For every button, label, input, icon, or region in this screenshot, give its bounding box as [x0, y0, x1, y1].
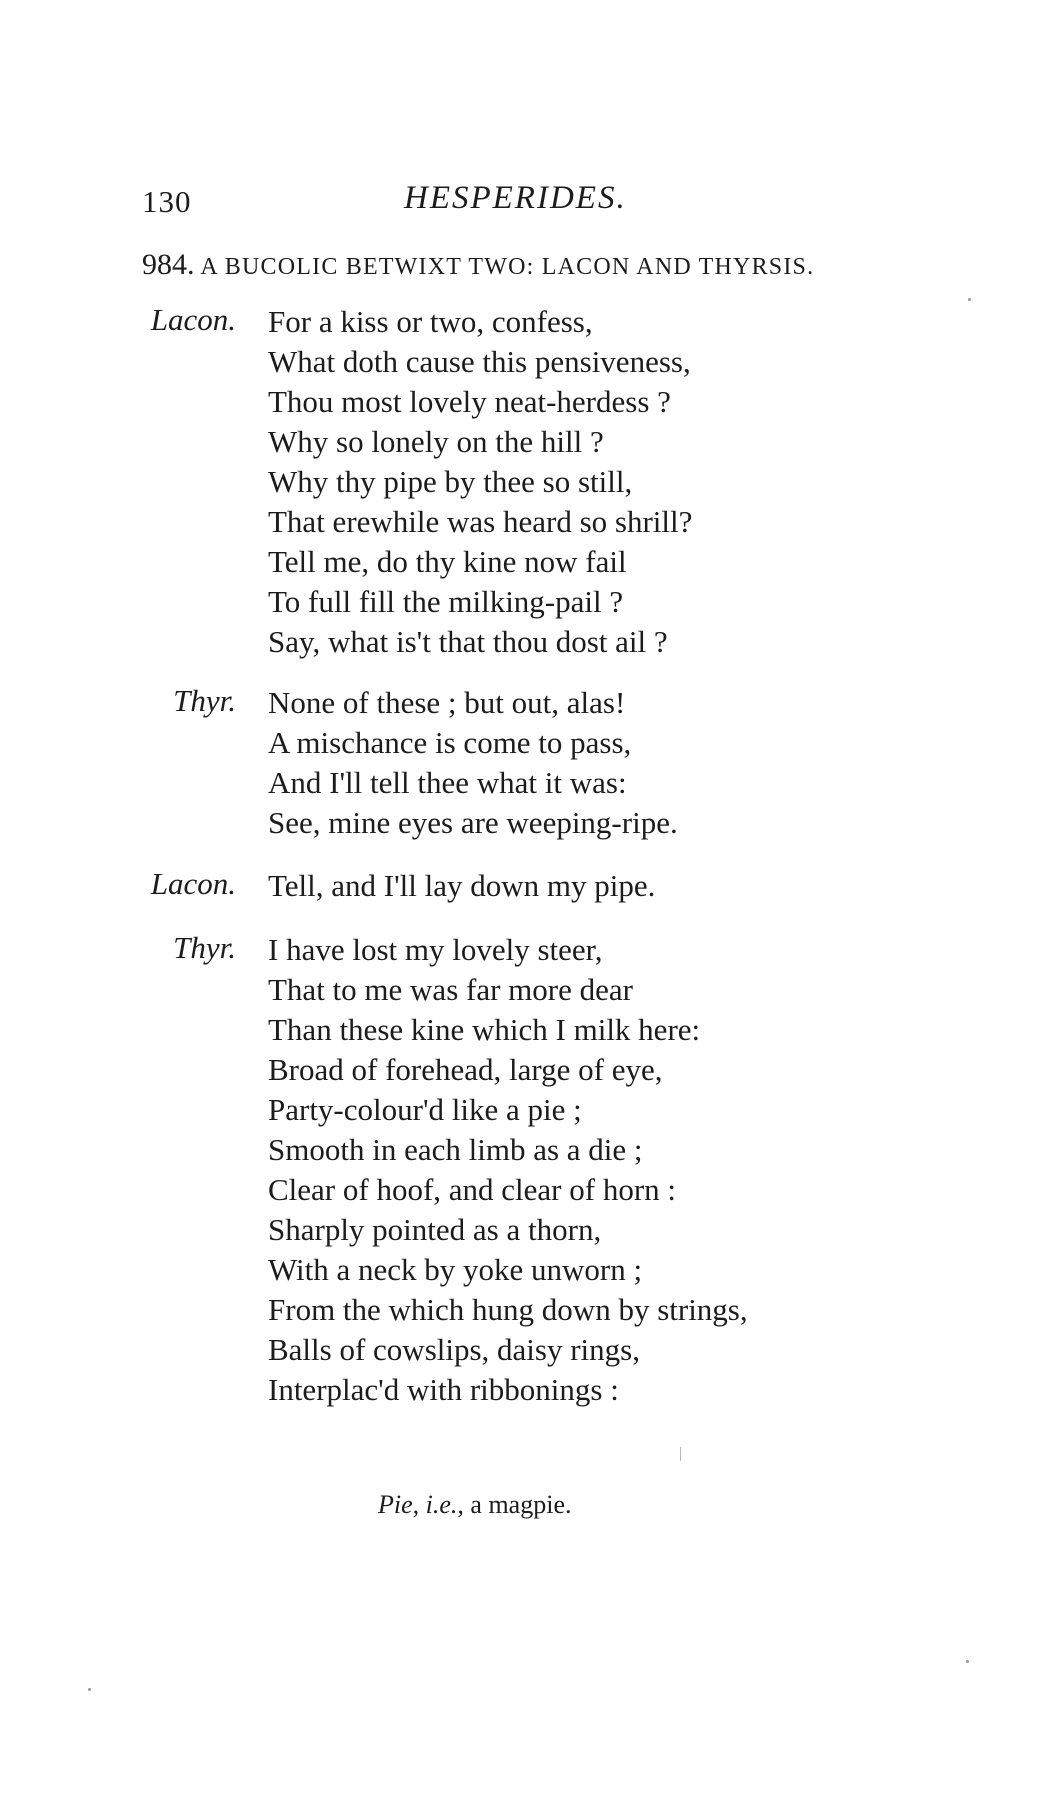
verse-line: Say, what is't that thou dost ail ? — [268, 624, 668, 659]
verse-line: I have lost my lovely steer, — [268, 932, 603, 967]
poem-number: 984. — [142, 248, 195, 281]
verse-line: For a kiss or two, confess, — [268, 304, 593, 339]
speaker-label: Thyr. — [173, 930, 236, 965]
poem-title-text: A BUCOLIC BETWIXT TWO: LACON AND THYRSIS. — [200, 254, 815, 280]
verse-line: And I'll tell thee what it was: — [268, 765, 627, 800]
scan-speck — [88, 1688, 91, 1691]
verse-line: With a neck by yoke unworn ; — [268, 1252, 643, 1287]
speaker-label: Lacon. — [150, 866, 236, 901]
verse-line: Why so lonely on the hill ? — [268, 424, 604, 459]
speaker-label: Lacon. — [150, 302, 236, 337]
footnote — [378, 1490, 572, 1520]
verse-line: That to me was far more dear — [268, 972, 633, 1007]
footnote-divider — [680, 1447, 681, 1461]
verse-line: Tell me, do thy kine now fail — [268, 544, 627, 579]
verse-lines — [268, 930, 748, 1410]
verse-line: Broad of forehead, large of eye, — [268, 1052, 663, 1087]
page-number: 130 — [142, 184, 192, 219]
scan-speck — [968, 298, 971, 301]
verse-line: Tell, and I'll lay down my pipe. — [268, 868, 656, 903]
verse-lines — [268, 866, 655, 906]
verse-line: That erewhile was heard so shrill? — [268, 504, 693, 539]
verse-line: Interplac'd with ribbonings : — [268, 1372, 619, 1407]
verse-line: Party-colour'd like a pie ; — [268, 1092, 582, 1127]
verse-line: What doth cause this pensiveness, — [268, 344, 691, 379]
verse-line: None of these ; but out, alas! — [268, 685, 626, 720]
verse-line: A mischance is come to pass, — [268, 725, 632, 760]
speaker-label: Thyr. — [173, 683, 236, 718]
footnote-gloss: a magpie. — [470, 1490, 572, 1519]
poem-title — [142, 248, 814, 282]
scan-speck — [966, 1660, 969, 1663]
verse-line: Clear of hoof, and clear of horn : — [268, 1172, 677, 1207]
verse-line: To full fill the milking-pail ? — [268, 584, 624, 619]
verse-line: See, mine eyes are weeping-ripe. — [268, 805, 678, 840]
verse-line: Sharply pointed as a thorn, — [268, 1212, 602, 1247]
verse-line: Why thy pipe by thee so still, — [268, 464, 633, 499]
verse-lines — [268, 683, 678, 843]
verse-line: Balls of cowslips, daisy rings, — [268, 1332, 640, 1367]
footnote-term: Pie, i.e., — [378, 1490, 464, 1519]
verse-line: From the which hung down by strings, — [268, 1292, 748, 1327]
verse-line: Thou most lovely neat-herdess ? — [268, 384, 671, 419]
verse-lines — [268, 302, 692, 662]
running-head: HESPERIDES. — [404, 180, 627, 216]
verse-line: Than these kine which I milk here: — [268, 1012, 701, 1047]
verse-line: Smooth in each limb as a die ; — [268, 1132, 643, 1167]
